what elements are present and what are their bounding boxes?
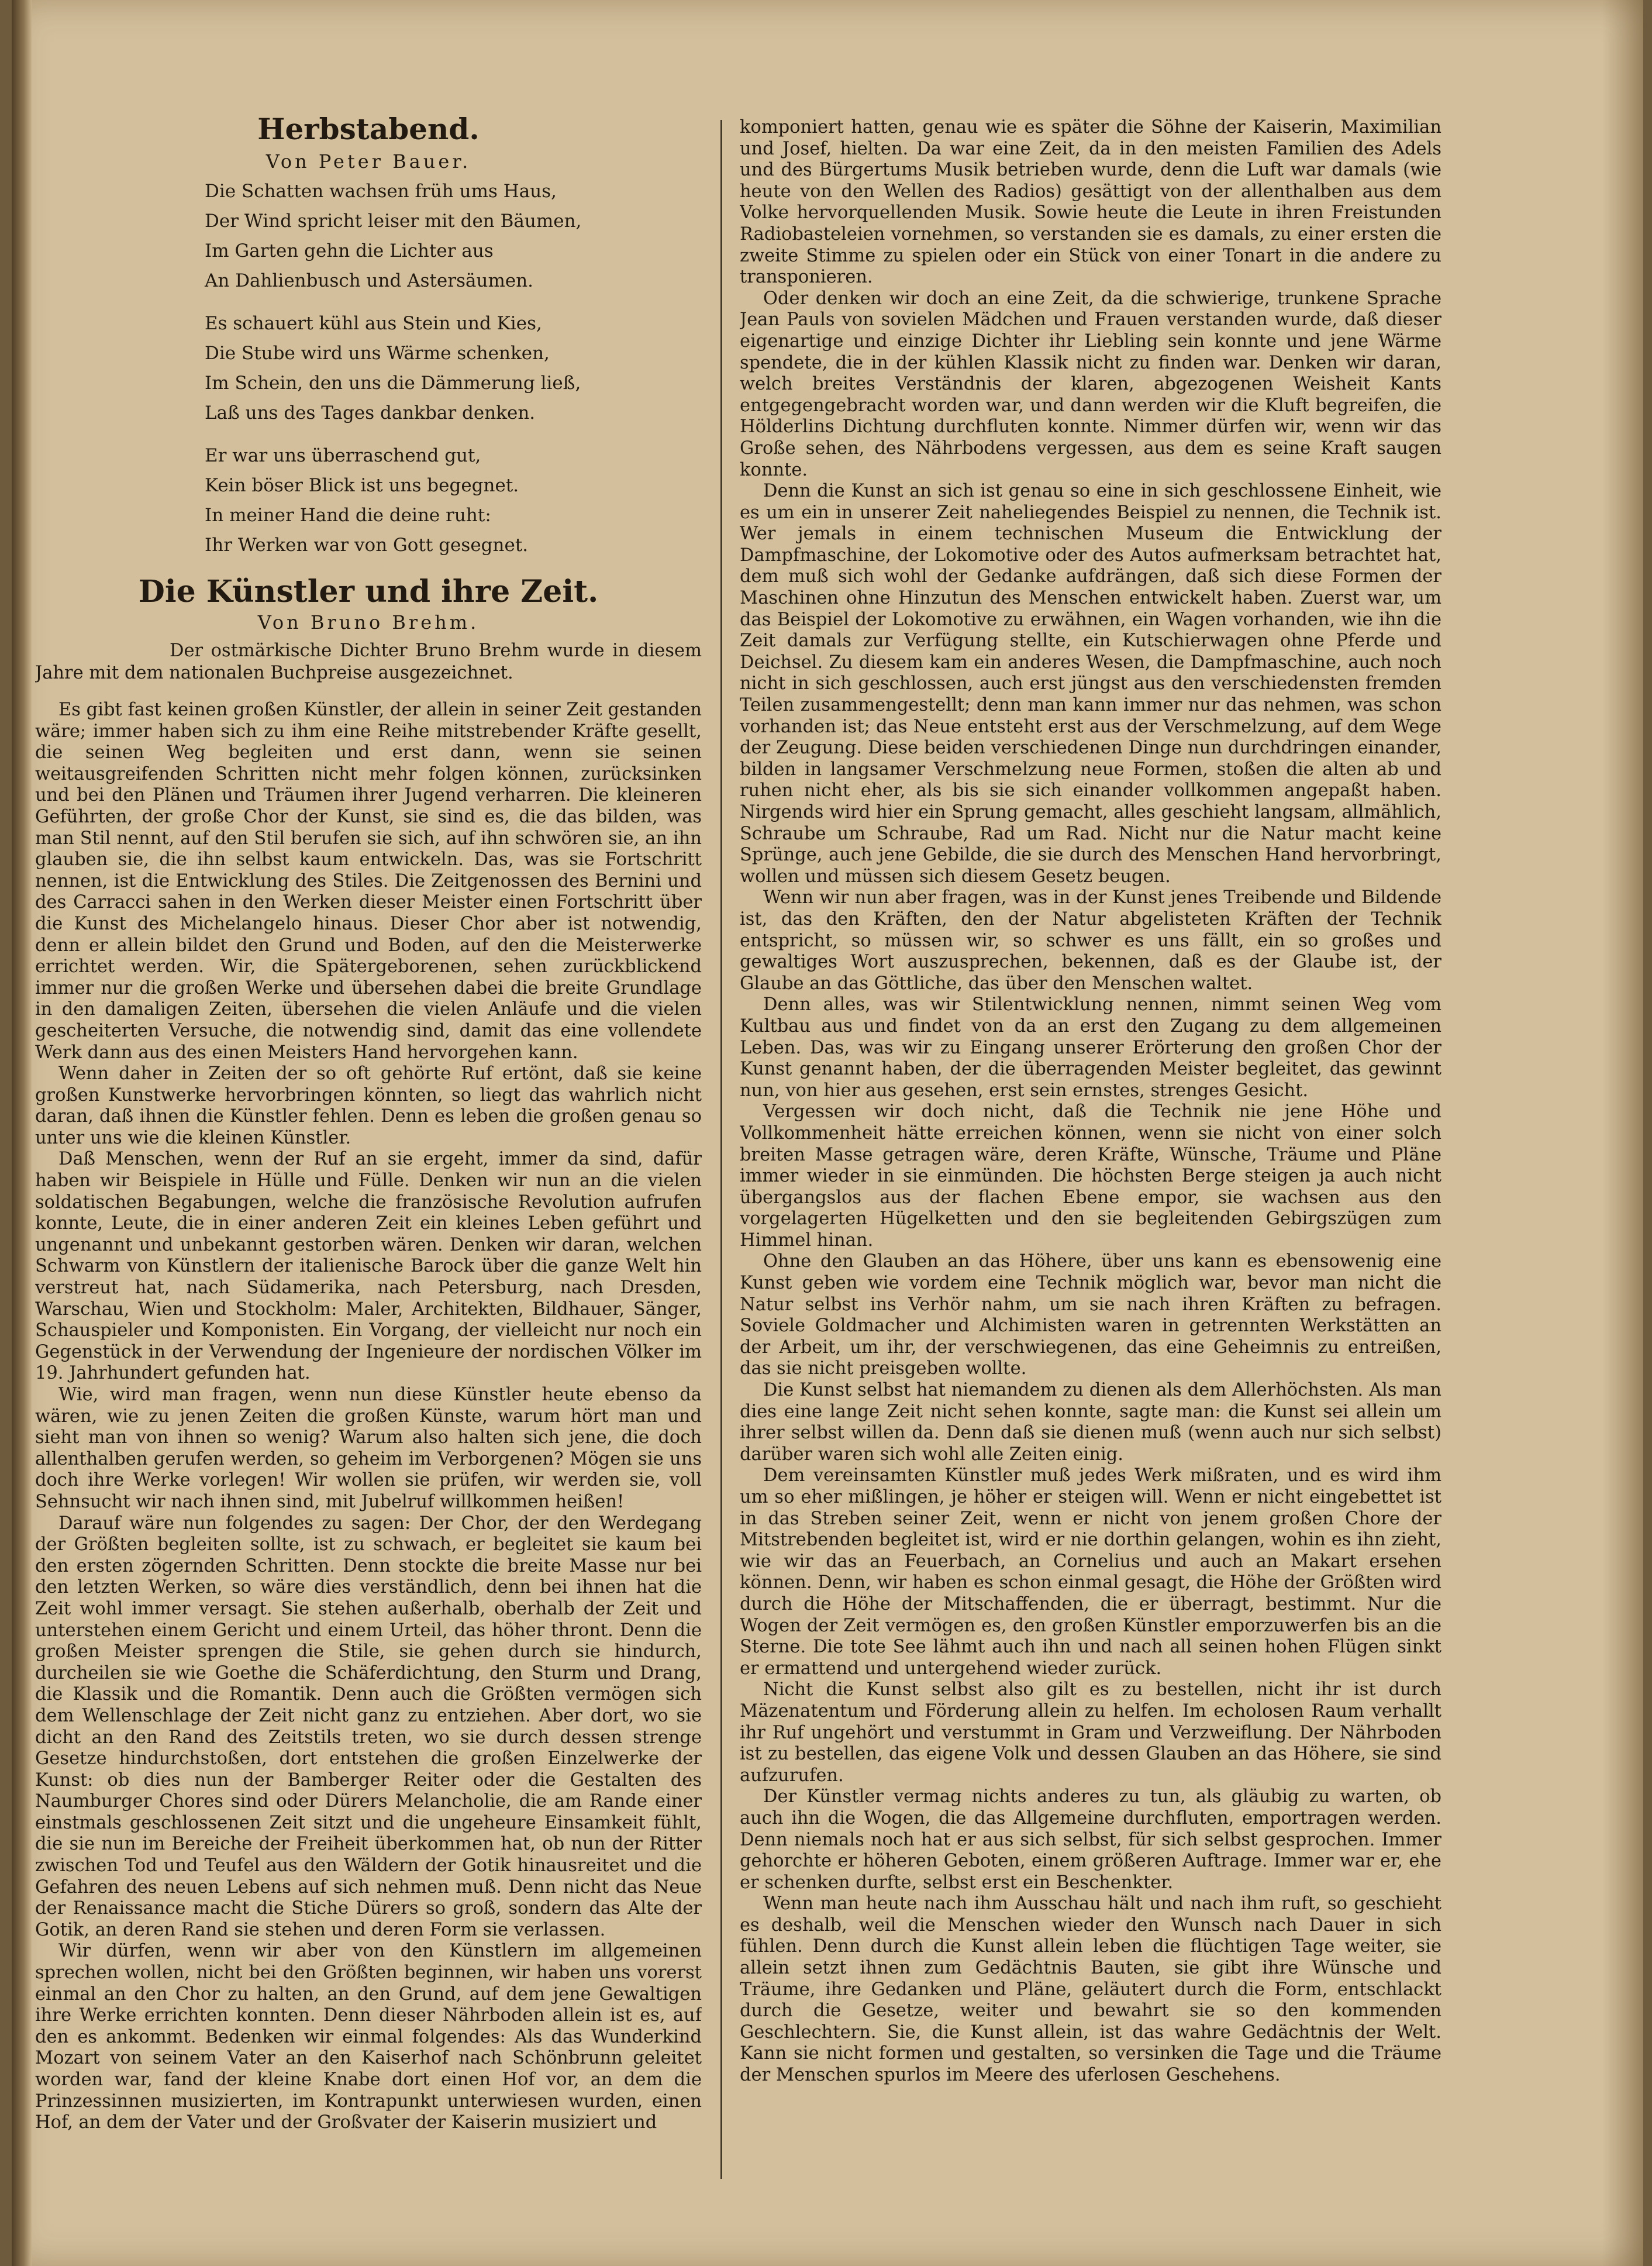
poem-line: Die Schatten wachsen früh ums Haus,: [205, 181, 557, 202]
poem-stanza: [205, 441, 702, 560]
article-paragraph: Denn alles, was wir Stilentwicklung nennen, nimmt seinen Weg vom Kultbau aus und findet von da an erst den Zugang zu dem allgemeinen Leben. Das, was wir zu Eingang unserer Erörterung den großen Chor der Kunst genannt haben, der die überragenden Meister begleitet, das gewinnt nun, von hier aus gesehen, erst sein ernstes, strenges Gesicht.: [740, 994, 1441, 1101]
poem-line: Er war uns überraschend gut,: [205, 445, 481, 466]
poem-line: Es schauert kühl aus Stein und Kies,: [205, 313, 542, 334]
article-paragraph: Daß Menschen, wenn der Ruf an sie ergeht, immer da sind, dafür haben wir Beispiele in Hülle und Fülle. Denken wir nun an die vielen soldatischen Begabungen, welche die französische Revolution aufrufen konnte, Leute, die in einer anderen Zeit ein kleines Leben geführt und ungenannt und unbekannt gestorben wären. Denken wir daran, welchen Schwarm von Künstlern der italienische Barock über die ganze Welt hin verstreut hat, nach Südamerika, nach Petersburg, nach Dresden, Warschau, Wien und Stockholm: Maler, Architekten, Bildhauer, Sänger, Schauspieler und Komponisten. Ein Vorgang, der vielleicht nur noch ein Gegenstück in der Verwendung der Ingenieure der nordischen Völker im 19. Jahrhundert gefunden hat.: [35, 1149, 702, 1384]
article-paragraph: Vergessen wir doch nicht, daß die Technik nie jene Höhe und Vollkommenheit hätte erreichen können, wenn sie nicht von einer solch breiten Masse getragen wäre, deren Kräfte, Wünsche, Träume und Pläne immer wieder in sie einmünden. Die höchsten Berge steigen ja auch nicht übergangslos aus der flachen Ebene empor, sie wachsen aus den vorgelagerten Hügelketten und den sie begleitenden Gebirgszügen zum Himmel hinan.: [740, 1101, 1441, 1251]
poem-line: Die Stube wird uns Wärme schenken,: [205, 343, 550, 364]
article-paragraph: Die Kunst selbst hat niemandem zu dienen als dem Allerhöchsten. Als man dies eine lange Zeit nicht sehen konnte, sagte man: die Kunst sei allein um ihrer selbst willen da. Denn daß sie dienen muß (wenn auch nur sich selbst) darüber waren sich wohl alle Zeiten einig.: [740, 1380, 1441, 1465]
right-column: [740, 117, 1441, 2199]
poem-line: Kein böser Blick ist uns begegnet.: [205, 475, 519, 496]
article-byline: Von Bruno Brehm.: [257, 611, 480, 633]
poem-title: Herbstabend.: [257, 112, 480, 146]
newspaper-page: [12, 0, 1643, 2266]
article-paragraph: Wir dürfen, wenn wir aber von den Künstlern im allgemeinen sprechen wollen, nicht bei den Größten beginnen, wir haben uns vorerst einmal an den Chor zu halten, an den Grund, auf dem jene Gewaltigen ihre Werke errichten konnten. Denn dieser Nährboden allein ist es, auf den es ankommt. Bedenken wir einmal folgendes: Als das Wunderkind Mozart von seinem Vater an den Kaiserhof nach Schönbrunn geleitet worden war, fand der kleine Knabe dort einen Hof vor, an dem die Prinzessinnen musizierten, im Kontrapunkt unterwiesen wurden, einen Hof, an dem der Vater und der Großvater der Kaiserin musiziert und: [35, 1941, 702, 2133]
poem-line: Der Wind spricht leiser mit den Bäumen,: [205, 211, 582, 232]
article-paragraph: Oder denken wir doch an eine Zeit, da die schwierige, trunkene Sprache Jean Pauls von sovielen Mädchen und Frauen verstanden wurde, daß dieser eigenartige und einzige Dichter ihr Liebling sein konnte und jene Wärme spendete, die in der kühlen Klassik nicht zu finden war. Denken wir daran, welch breites Verständnis der klaren, abgezogenen Weisheit Kants entgegengebracht worden war, und dann werden wir die Kluft begreifen, die Hölderlins Dichtung durchfluten konnte. Nimmer dürfen wir, wenn wir das Große sehen, des Nährbodens vergessen, aus dem es seine Kraft saugen konnte.: [740, 288, 1441, 480]
poem-line: Im Garten gehn die Lichter aus: [205, 240, 494, 261]
article-paragraph: komponiert hatten, genau wie es später die Söhne der Kaiserin, Maximilian und Josef, hielten. Da war eine Zeit, da in den meisten Familien des Adels und des Bürgertums Musik betrieben wurde, denn die Luft war damals (wie heute von den Wellen des Radios) gesättigt von der allenthalben aus dem Volke hervorquellenden Musik. Sowie heute die Leute in ihren Freistunden Radiobasteleien vornehmen, so verstanden sie es damals, zu einer ersten die zweite Stimme zu spielen oder ein Stück von einer Tonart in die andere zu transponieren.: [740, 117, 1441, 288]
left-column: [35, 111, 702, 2217]
article-paragraph: Denn die Kunst an sich ist genau so eine in sich geschlossene Einheit, wie es um ein in unserer Zeit naheliegendes Beispiel zu nennen, die Technik ist. Wer jemals in einem technischen Museum die Entwicklung der Dampfmaschine, der Lokomotive oder des Autos aufmerksam betrachtet hat, dem muß sich wohl der Gedanke aufdrängen, daß sich diese Formen der Maschinen ohne Hinzutun des Menschen entwickelt haben. Zuerst war, um das Beispiel der Lokomotive zu erwähnen, ein Wagen vorhanden, wie ihn die Zeit damals zur Verfügung stellte, ein Kutschierwagen ohne Pferde und Deichsel. Zu diesem kam ein anderes Wesen, die Dampfmaschine, auch noch nicht in sich geschlossen, auch erst jüngst aus den verschiedensten fremden Teilen zusammengestellt; denn man kann immer nur das nehmen, was schon vorhanden ist; das Neue entsteht erst aus der Verschmelzung, auf dem Wege der Zeugung. Diese beiden verschiedenen Dinge nun durchdringen einander, bilden in langsamer Verschmelzung neue Formen, stoßen die alten ab und ruhen nicht eher, als bis sie sich einander vollkommen angepaßt haben. Nirgends wird hier ein Sprung gemacht, alles geschieht langsam, allmählich, Schraube um Schraube, Rad um Rad. Nicht nur die Natur macht keine Sprünge, auch jene Gebilde, die sie durch des Menschen Hand hervorbringt, wollen und müssen sich diesem Gesetz beugen.: [740, 481, 1441, 887]
poem-line: In meiner Hand die deine ruht:: [205, 505, 491, 526]
column-divider: [720, 120, 722, 2179]
poem-line: An Dahlienbusch und Astersäumen.: [205, 270, 534, 291]
poem-line: Im Schein, den uns die Dämmerung ließ,: [205, 373, 581, 394]
poem-stanza: [205, 309, 702, 428]
binding-gutter: [12, 0, 32, 2266]
poem-line: Laß uns des Tages dankbar denken.: [205, 402, 536, 423]
article-paragraph: Wenn wir nun aber fragen, was in der Kunst jenes Treibende und Bildende ist, das den Kräften, den der Natur abgelisteten Kräften der Technik entspricht, so müssen wir, so schwer es uns fällt, ein so großes und gewaltiges Wort auszusprechen, bekennen, daß es der Glaube ist, der Glaube an das Göttliche, das über den Menschen waltet.: [740, 887, 1441, 994]
article-paragraph: Der Künstler vermag nichts anderes zu tun, als gläubig zu warten, ob auch ihn die Wogen, die das Allgemeine durchfluten, emportragen werden. Denn niemals noch hat er aus sich selbst, für sich selbst gesprochen. Immer gehorchte er höheren Geboten, einem größeren Auftrage. Immer war er, ehe er schenken durfte, selbst erst ein Beschenkter.: [740, 1786, 1441, 1893]
article-paragraph: Dem vereinsamten Künstler muß jedes Werk mißraten, und es wird ihm um so eher mißlingen, je höher er steigen will. Wenn er nicht eingebettet ist in das Streben seiner Zeit, wenn er nicht von jenem großen Chore der Mitstrebenden begleitet ist, wird er nie dorthin gelangen, wohin es ihn zieht, wie wir das an Feuerbach, an Cornelius und auch an Makart ersehen können. Denn, wir haben es schon einmal gesagt, die Höhe der Größten wird durch die Höhe der Mitschaffenden, die er überragt, bestimmt. Nur die Wogen der Zeit vermögen es, den großen Künstler emporzuwerfen bis an die Sterne. Die tote See lähmt auch ihn und nach all seinen hohen Flügen sinkt er ermattend und untergehend wieder zurück.: [740, 1465, 1441, 1679]
article-title: Die Künstler und ihre Zeit.: [138, 574, 599, 609]
page-edge-shadow: [1602, 0, 1643, 2266]
article-paragraph: Wenn man heute nach ihm Ausschau hält und nach ihm ruft, so geschieht es deshalb, weil die Menschen wieder den Wunsch nach Dauer in sich fühlen. Denn durch die Kunst allein leben die flüchtigen Tage weiter, sie allein setzt ihnen zum Gedächtnis Bauten, sie gibt ihre Wünsche und Träume, ihre Gedanken und Pläne, geläutert durch die Form, entschlackt durch die Gesetze, weiter und bewahrt sie so den kommenden Geschlechtern. Sie, die Kunst allein, ist das wahre Gedächtnis der Welt. Kann sie nicht formen und gestalten, so versinken die Tage und die Träume der Menschen spurlos im Meere des uferlosen Geschehens.: [740, 1893, 1441, 2086]
article-paragraph: Darauf wäre nun folgendes zu sagen: Der Chor, der den Werdegang der Größten begleiten sollte, ist zu schwach, er begleitet sie kaum bei den ersten zögernden Schritten. Denn stockte die breite Masse nur bei den letzten Werken, so wäre dies verständlich, denn bei ihnen hat die Zeit wohl immer versagt. Sie stehen außerhalb, oberhalb der Zeit und unterstehen einem Gericht und einem Urteil, das höher thront. Denn die großen Meister sprengen die Stile, sie gehen durch sie hindurch, durcheilen sie wie Goethe die Schäferdichtung, den Sturm und Drang, die Klassik und die Romantik. Denn auch die Größten vermögen sich dem Wellenschlage der Zeit nicht ganz zu entziehen. Aber dort, wo sie dicht an den Rand des Zeitstils treten, wo sie durch dessen strenge Gesetze hindurchstoßen, dort entstehen die großen Einzelwerke der Kunst: ob dies nun der Bamberger Reiter oder die Gestalten des Naumburger Chores sind oder Dürers Melancholie, die am Rande einer einstmals geschlossenen Zeit sitzt und die ungeheure Einsamkeit fühlt, die sie nun im Bereiche der Freiheit überkommen hat, ob nun der Ritter zwischen Tod und Teufel aus den Wäldern der Gotik hinausreitet und die Gefahren des neuen Lebens auf sich nehmen muß. Denn nicht das Neue der Renaissance macht die Stiche Dürers so groß, sondern das Alte der Gotik, an deren Rand sie stehen und deren Form sie verlassen.: [35, 1513, 702, 1940]
article-paragraph: Es gibt fast keinen großen Künstler, der allein in seiner Zeit gestanden wäre; immer haben sich zu ihm eine Reihe mitstrebender Kräfte gesellt, die seinen Weg begleiten und erst dann, wenn sie seinen weitausgreifenden Schritten nicht mehr folgen können, zurücksinken und bei den Plänen und Träumen ihrer Jugend verharren. Die kleineren Geführten, der große Chor der Kunst, sie sind es, die das bilden, was man Stil nennt, auf den Stil berufen sie sich, auf ihn schwören sie, an ihn glauben sie, die ihn selbst kaum entwickeln. Das, was sie Fortschritt nennen, ist die Entwicklung des Stiles. Die Zeitgenossen des Bernini und des Carracci sahen in den Werken dieser Meister einen Fortschritt über die Kunst des Michelangelo hinaus. Dieser Chor aber ist notwendig, denn er allein bildet den Grund und Boden, auf den die Meisterwerke errichtet werden. Wir, die Spätergeborenen, sehen zurückblickend immer nur die großen Werke und übersehen dabei die breite Grundlage in den damaligen Zeiten, übersehen die vielen Anläufe und die vielen gescheiterten Versuche, die notwendig sind, damit das eine vollendete Werk dann aus des einen Meisters Hand hervorgehen kann.: [35, 700, 702, 1063]
article-paragraph: Nicht die Kunst selbst also gilt es zu bestellen, nicht ihr ist durch Mäzenatentum und Förderung allein zu helfen. Im echolosen Raum verhallt ihr Ruf ungehört und verstummt in Gram und Verzweiflung. Der Nährboden ist zu bestellen, das eigene Volk und dessen Glauben an das Höhere, sie sind aufzurufen.: [740, 1679, 1441, 1786]
poem-stanza: [205, 177, 702, 296]
article-paragraph: Ohne den Glauben an das Höhere, über uns kann es ebensowenig eine Kunst geben wie vordem eine Technik möglich war, bevor man nicht die Natur selbst ins Verhör nahm, um sie nach ihren Kräften zu befragen. Soviele Goldmacher und Alchimisten waren in getrennten Werkstätten an der Arbeit, um ihr, der verschwiegenen, das eine Geheimnis zu entreißen, das sie nicht preisgeben wollte.: [740, 1251, 1441, 1379]
article-paragraph: Wenn daher in Zeiten der so oft gehörte Ruf ertönt, daß sie keine großen Kunstwerke hervorbringen könnten, so liegt das wahrlich nicht daran, daß ihnen die Künstler fehlen. Denn es leben die großen genau so unter uns wie die kleinen Künstler.: [35, 1063, 702, 1148]
article-editor-note: Der ostmärkische Dichter Bruno Brehm wurde in diesem Jahre mit dem nationalen Buchpreise ausgezeichnet.: [35, 640, 702, 683]
article-paragraph: Wie, wird man fragen, wenn nun diese Künstler heute ebenso da wären, wie zu jenen Zeiten die großen Künste, warum hört man und sieht man von ihnen so wenig? Warum also halten sich jene, die doch allenthalben gerufen werden, so geheim im Verborgenen? Mögen sie uns doch ihre Werke vorlegen! Wir wollen sie prüfen, wir werden sie, voll Sehnsucht wir nach ihnen sind, mit Jubelruf willkommen heißen!: [35, 1385, 702, 1512]
poem-body: [205, 177, 702, 560]
poem-line: Ihr Werken war von Gott gesegnet.: [205, 535, 529, 556]
poem-byline: Von Peter Bauer.: [265, 150, 471, 173]
